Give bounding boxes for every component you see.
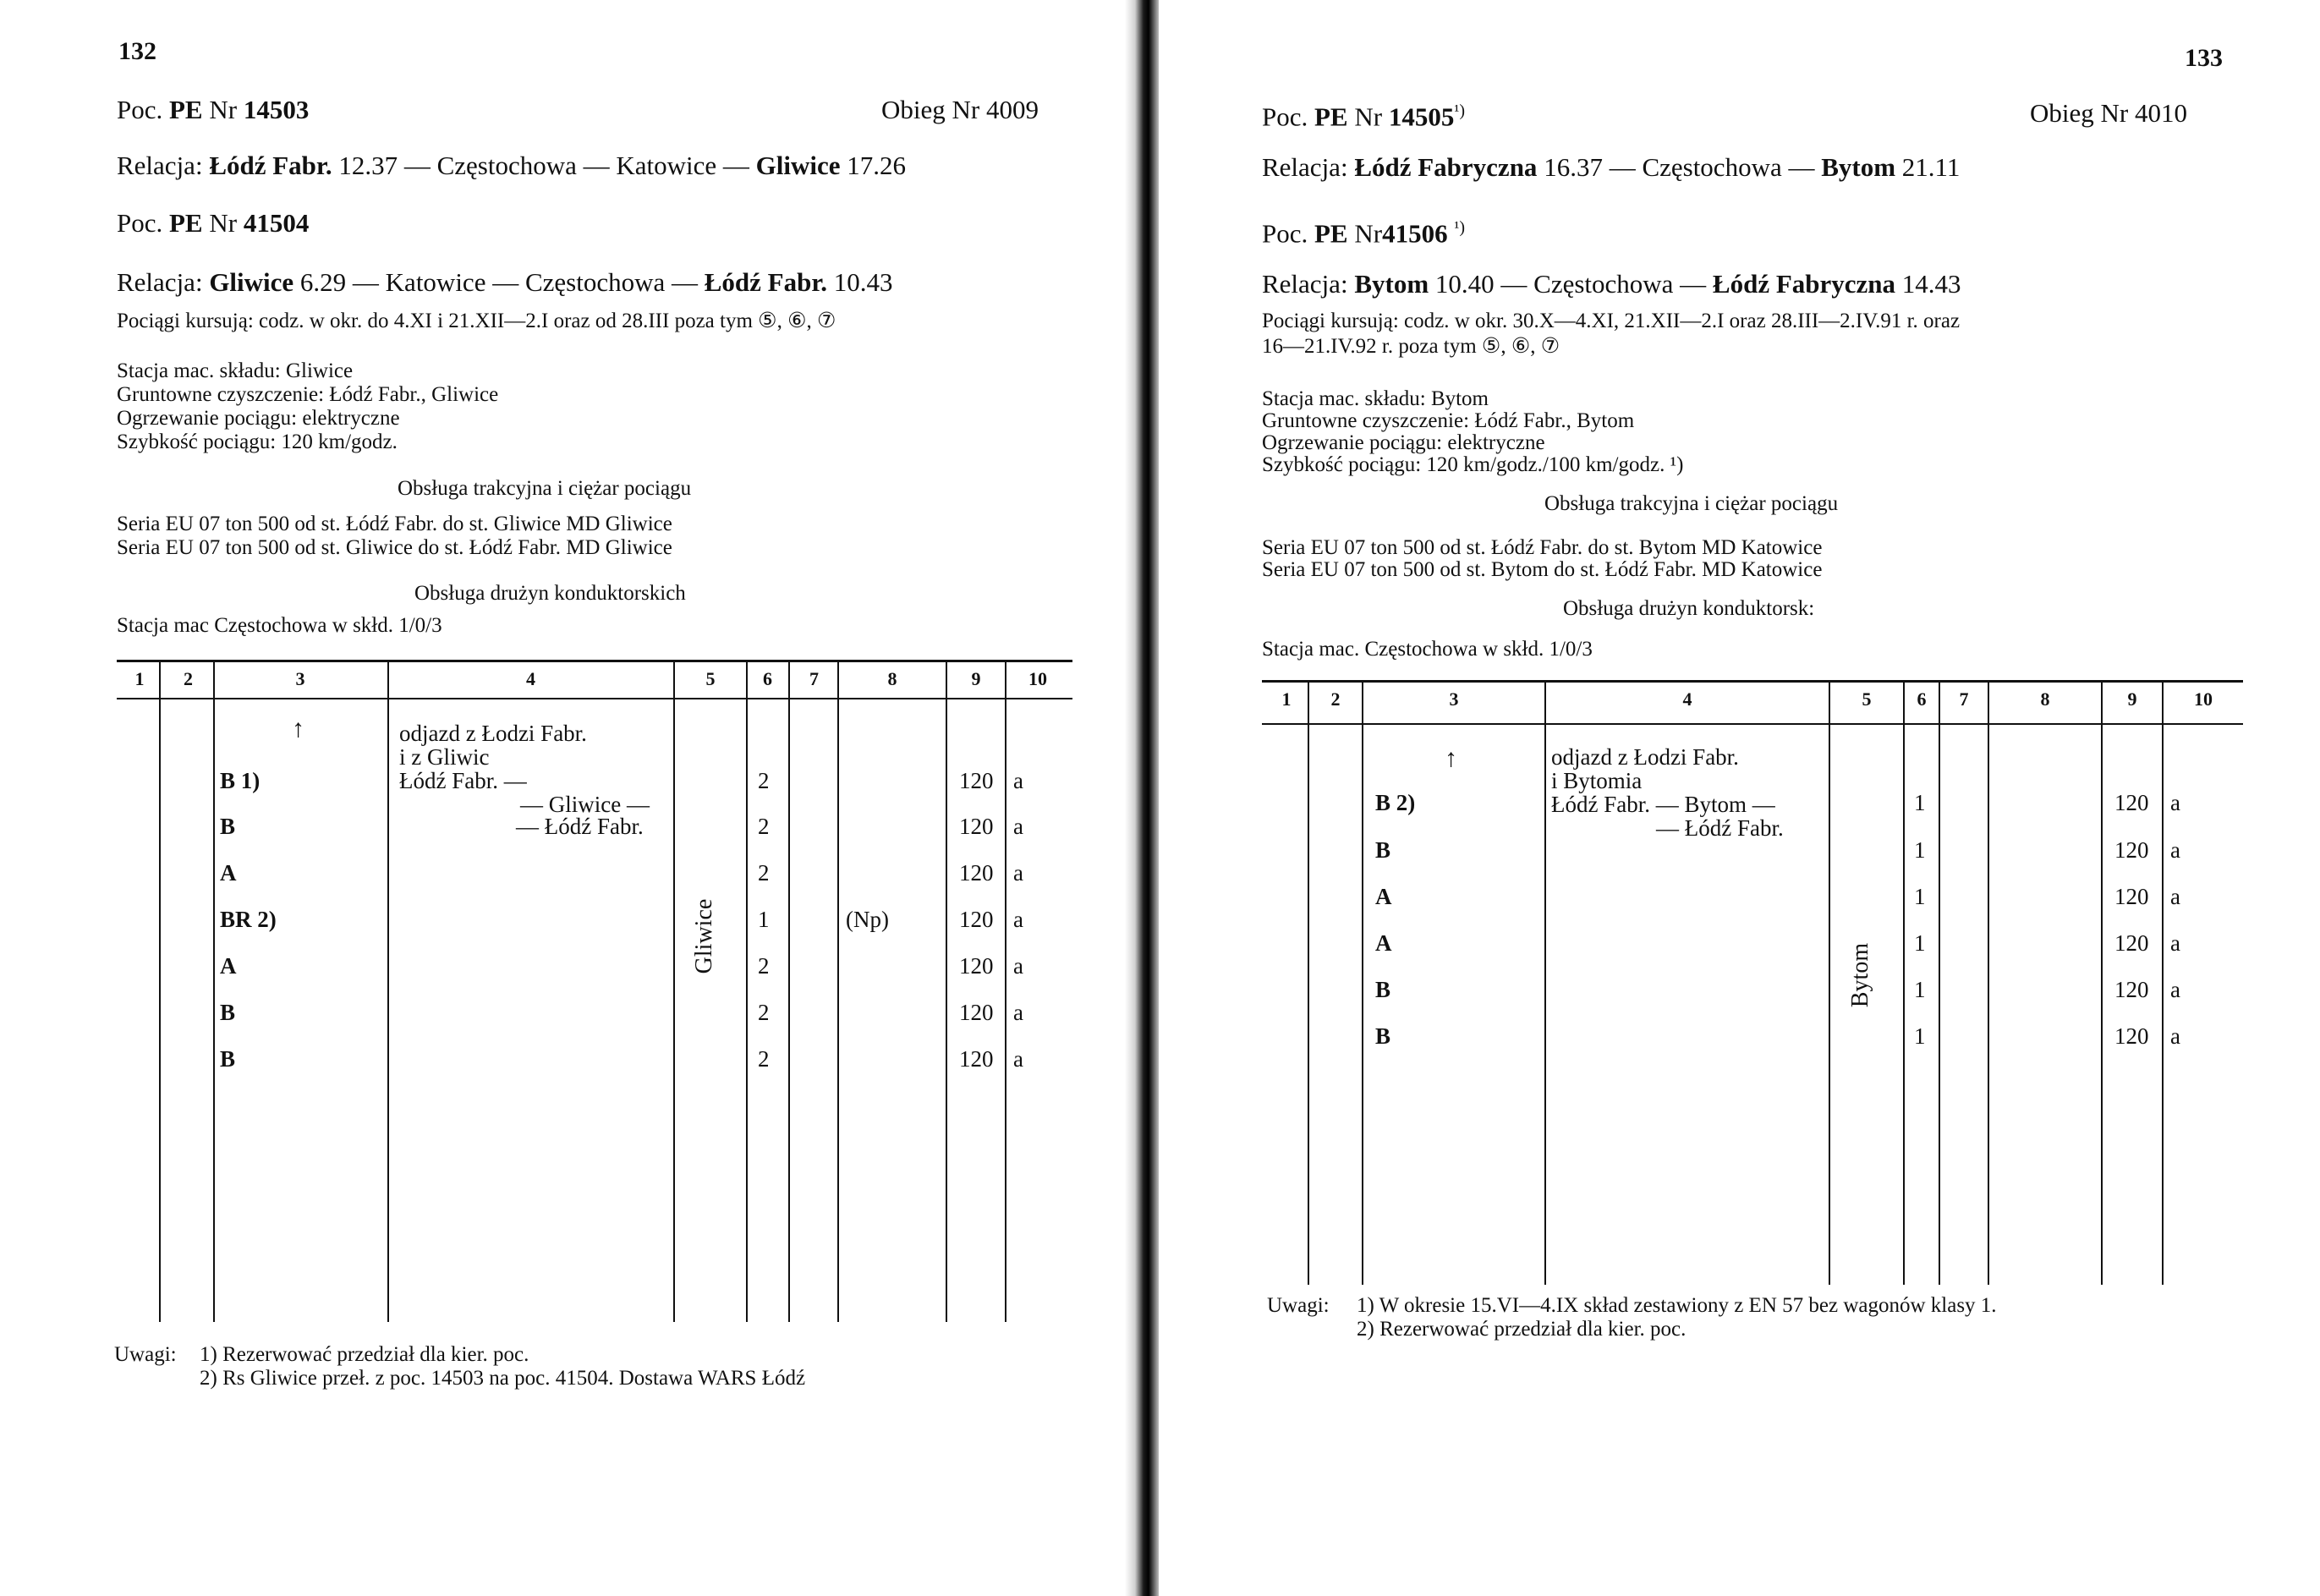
train-header-2: Poc. PE Nr41506 $^{^1)}$ [1262,218,1465,249]
running-days: 16—21.IV.92 r. poza tym ⑤, ⑥, ⑦ [1262,335,1560,358]
row-col10: a [1013,907,1023,932]
seria-line: Seria EU 07 ton 500 od st. Łódź Fabr. do st. Bytom MD Katowice [1262,536,1823,559]
notes-label: Uwagi: [114,1343,177,1366]
row-class: B [220,1046,236,1072]
row-col9: 120 [959,814,994,839]
row-col6: 2 [758,768,770,793]
row-class: B [1375,1023,1391,1049]
stacja-mac: Stacja mac. Częstochowa w skłd. 1/0/3 [1262,638,1593,661]
seria-line: Seria EU 07 ton 500 od st. Łódź Fabr. do st. Gliwice MD Gliwice [117,513,672,535]
row-col9: 120 [959,1000,994,1025]
row-class: A [220,953,237,979]
section-heading: Obsługa drużyn konduktorsk: [1563,597,1815,620]
section-heading: Obsługa drużyn konduktorskich [414,582,686,605]
col4-text: odjazd z Łodzi Fabr. [1551,744,1739,770]
row-class: B [220,1000,236,1025]
row-col8: (Np) [846,907,889,932]
row-col10: a [1013,768,1023,793]
col-header: 6 [1917,688,1927,710]
row-class: B [1375,837,1391,863]
row-col9: 120 [2114,790,2149,815]
col4-text: i Bytomia [1551,768,1643,793]
left-page [0,0,1125,1596]
row-class: B 1) [220,768,261,793]
row-col10: a [1013,1046,1023,1072]
info-line: Ogrzewanie pociągu: elektryczne [117,407,400,430]
row-class: B [220,814,236,839]
stacja-mac: Stacja mac Częstochowa w skłd. 1/0/3 [117,614,442,637]
row-col10: a [1013,814,1023,839]
info-line: Szybkość pociągu: 120 km/godz. [117,431,398,453]
row-col9: 120 [2114,930,2149,956]
row-col6: 1 [1914,1023,1926,1049]
col-header: 4 [1682,688,1692,710]
row-col10: a [2170,930,2180,956]
row-class: A [220,860,237,886]
col-header: 5 [1862,688,1872,710]
col-header: 2 [1330,688,1341,710]
row-col10: a [2170,790,2180,815]
row-col10: a [2170,884,2180,909]
page-number: 133 [2185,44,2223,72]
section-heading: Obsługa trakcyjna i ciężar pociągu [398,477,692,500]
col-header: 7 [809,668,819,689]
running-days: Pociągi kursują: codz. w okr. 30.X—4.XI, 21.XII—2.I oraz 28.III—2.IV.91 r. oraz [1262,310,1961,332]
station-vertical: Gliwice [691,898,717,974]
col-header: 3 [295,668,305,689]
seria-line: Seria EU 07 ton 500 od st. Bytom do st. Łódź Fabr. MD Katowice [1262,558,1823,581]
row-col10: a [1013,1000,1023,1025]
row-col9: 120 [959,907,994,932]
row-col9: 120 [959,1046,994,1072]
col-header: 5 [705,668,716,689]
row-col6: 1 [1914,837,1926,863]
row-class: BR 2) [220,907,277,932]
col-header: 3 [1449,688,1459,710]
route-1: Relacja: Łódź Fabr. 12.37 — Częstochowa — Katowice — Gliwice 17.26 [117,151,907,180]
row-col6: 2 [758,860,770,886]
up-arrow-icon: ↑ [292,715,304,743]
col-header: 4 [526,668,535,689]
col4-text: odjazd z Łodzi Fabr. [399,721,587,746]
info-line: Stacja mac. składu: Gliwice [117,359,354,382]
note: 1) W okresie 15.VI—4.IX skład zestawiony z EN 57 bez wagonów klasy 1. [1357,1294,1997,1317]
station-vertical: Bytom [1847,942,1873,1008]
info-line: Ogrzewanie pociągu: elektryczne [1262,431,1545,454]
col4-text: — Gliwice — [520,792,650,817]
col4-text: Łódź Fabr. — Bytom — [1551,792,1775,817]
col-header: 7 [1959,688,1969,710]
book-gutter [1125,0,1159,1596]
col-header: 10 [2194,688,2213,710]
row-col9: 120 [2114,884,2149,909]
notes-label: Uwagi: [1267,1294,1330,1317]
info-line: Szybkość pociągu: 120 km/godz./100 km/godz. ¹) [1262,453,1684,476]
obieg-label: Obieg Nr 4009 [881,95,1039,124]
obieg-label: Obieg Nr 4010 [2030,98,2187,128]
row-col6: 2 [758,953,770,979]
row-col6: 2 [758,814,770,839]
seria-line: Seria EU 07 ton 500 od st. Gliwice do st. Łódź Fabr. MD Gliwice [117,536,672,559]
train-header-2: Poc. PE Nr 41504 [117,208,310,238]
row-col9: 120 [959,768,994,793]
col-header: 9 [2127,688,2137,710]
col-header: 8 [2040,688,2050,710]
page-number: 132 [118,37,156,65]
note: 2) Rs Gliwice przeł. z poc. 14503 na poc. 41504. Dostawa WARS Łódź [200,1367,806,1390]
row-col9: 120 [959,953,994,979]
row-col6: 1 [758,907,770,932]
col-header: 6 [763,668,772,689]
row-col9: 120 [2114,1023,2149,1049]
row-col6: 1 [1914,930,1926,956]
col-header: 8 [887,668,897,689]
note: 1) Rezerwować przedział dla kier. poc. [200,1343,529,1366]
row-col10: a [2170,837,2180,863]
train-header-1: Poc. PE Nr 14503 [117,95,310,124]
info-line: Gruntowne czyszczenie: Łódź Fabr., Bytom [1262,409,1635,432]
info-line: Stacja mac. składu: Bytom [1262,387,1489,410]
row-col10: a [2170,977,2180,1002]
row-class: B 2) [1375,790,1416,815]
col-header: 9 [971,668,981,689]
row-class: A [1375,884,1392,909]
col-header: 10 [1028,668,1047,689]
col-header: 1 [1281,688,1292,710]
row-col10: a [1013,953,1023,979]
col4-text: Łódź Fabr. — [399,768,527,793]
row-col6: 2 [758,1046,770,1072]
row-col9: 120 [2114,977,2149,1002]
row-class: A [1375,930,1392,956]
row-col10: a [1013,860,1023,886]
right-page [1159,0,2320,1596]
up-arrow-icon: ↑ [1445,744,1457,772]
row-col9: 120 [959,860,994,886]
row-col6: 2 [758,1000,770,1025]
route-1: Relacja: Łódź Fabryczna 16.37 — Częstochowa — Bytom 21.11 [1262,152,1961,182]
row-class: B [1375,977,1391,1002]
col-header: 2 [184,668,193,689]
route-2: Relacja: Bytom 10.40 — Częstochowa — Łódź Fabryczna 14.43 [1262,269,1961,299]
col-header: 1 [134,668,145,689]
row-col6: 1 [1914,884,1926,909]
running-days: Pociągi kursują: codz. w okr. do 4.XI i 21.XII—2.I oraz od 28.III poza tym ⑤, ⑥, ⑦ [117,310,836,332]
row-col6: 1 [1914,977,1926,1002]
col4-text: i z Gliwic [399,744,490,770]
row-col9: 120 [2114,837,2149,863]
route-2: Relacja: Gliwice 6.29 — Katowice — Częstochowa — Łódź Fabr. 10.43 [117,267,893,297]
row-col6: 1 [1914,790,1926,815]
col4-text: — Łódź Fabr. [1656,815,1784,841]
col4-text: — Łódź Fabr. [516,814,644,839]
note: 2) Rezerwować przedział dla kier. poc. [1357,1318,1687,1341]
section-heading: Obsługa trakcyjna i ciężar pociągu [1544,492,1839,515]
info-line: Gruntowne czyszczenie: Łódź Fabr., Gliwice [117,383,499,406]
train-header-1: Poc. PE Nr $14505^{^1)}$ [1262,101,1465,132]
row-col10: a [2170,1023,2180,1049]
